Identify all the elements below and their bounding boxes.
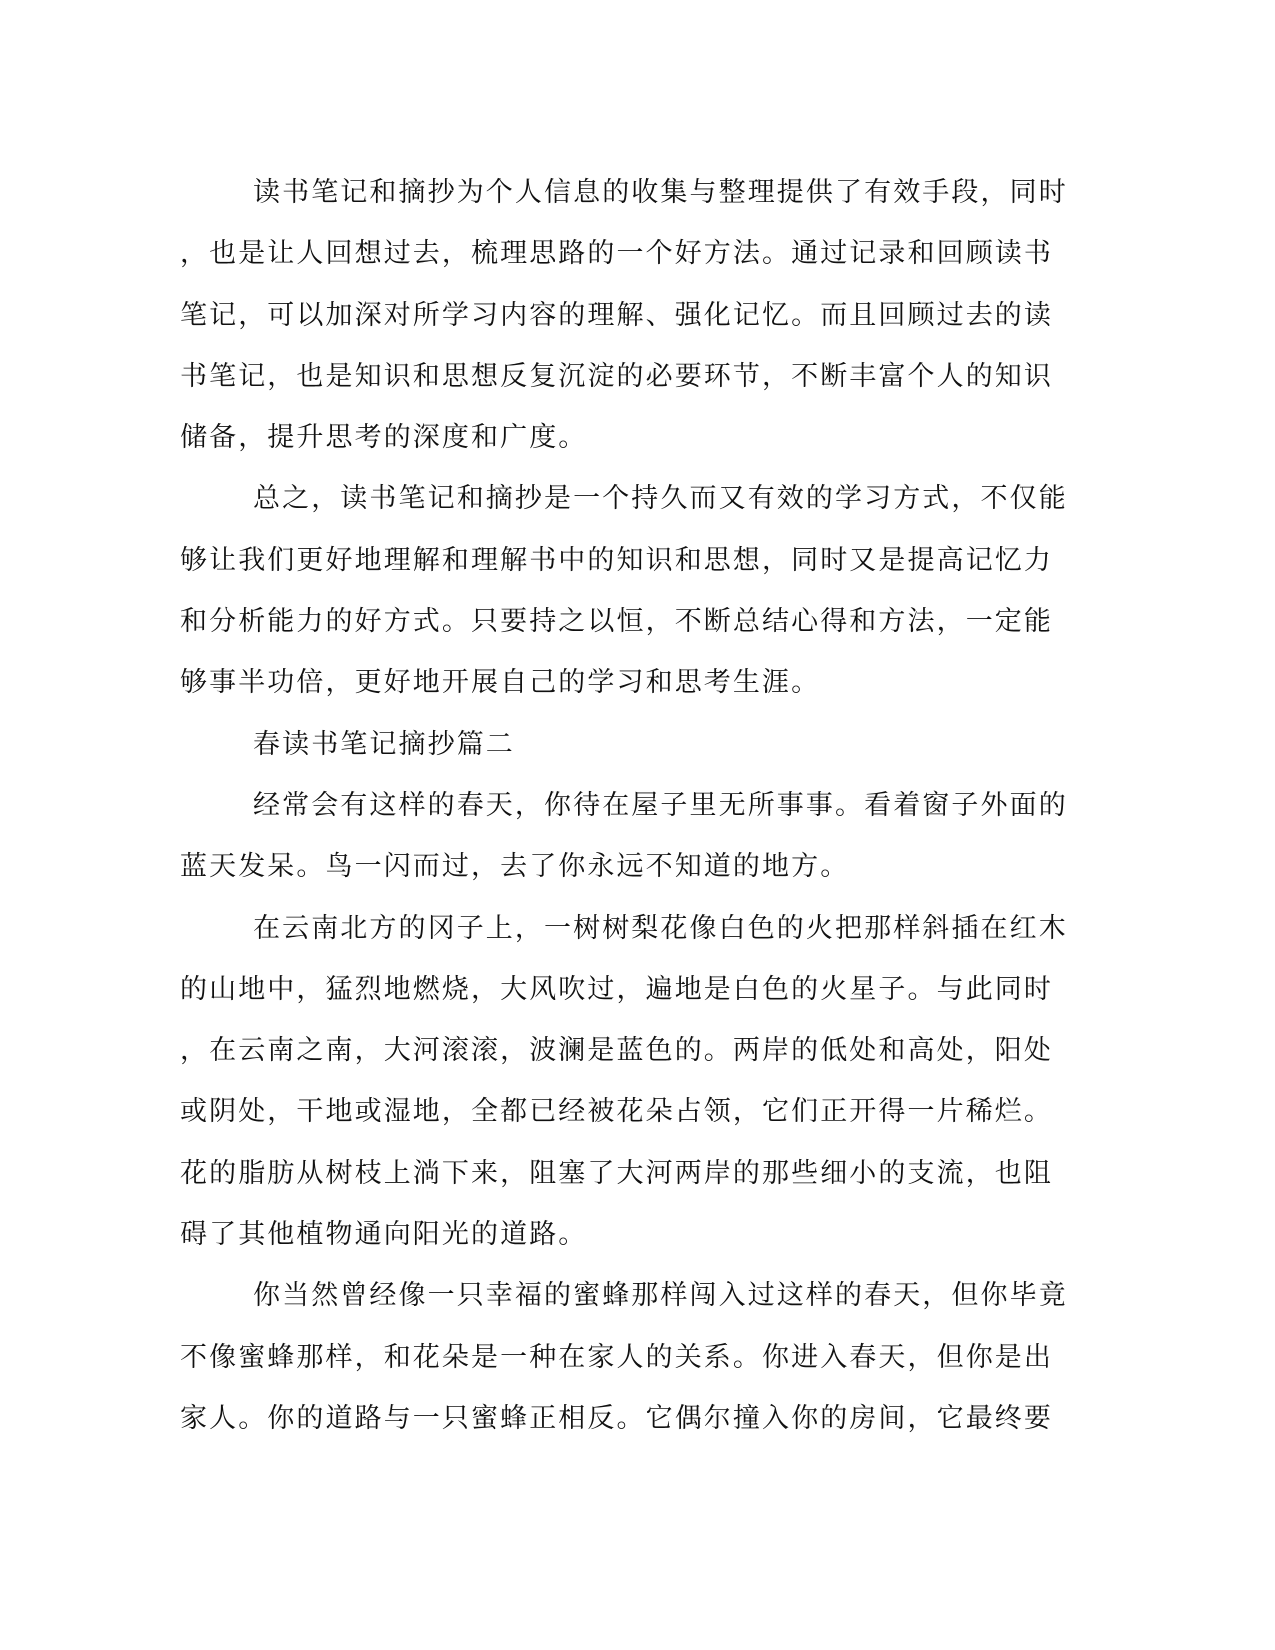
- text-line: 家人。你的道路与一只蜜蜂正相反。它偶尔撞入你的房间，它最终要: [180, 1402, 1053, 1434]
- text-line: 储备，提升思考的深度和广度。: [180, 422, 588, 454]
- document-body: [180, 162, 1068, 1449]
- text-line: 或阴处，干地或湿地，全都已经被花朵占领，它们正开得一片稀烂。: [180, 1096, 1053, 1128]
- text-line: 书笔记，也是知识和思想反复沉淀的必要环节，不断丰富个人的知识: [180, 360, 1053, 392]
- text-line: 读书笔记和摘抄为个人信息的收集与整理提供了有效手段，同时: [253, 177, 1068, 208]
- text-line: ，在云南之南，大河滚滚，波澜是蓝色的。两岸的低处和高处，阳处: [180, 1035, 1053, 1067]
- text-line: 你当然曾经像一只幸福的蜜蜂那样闯入过这样的春天，但你毕竟: [253, 1280, 1068, 1312]
- text-line: 不像蜜蜂那样，和花朵是一种在家人的关系。你进入春天，但你是出: [180, 1341, 1053, 1373]
- text-line: 碍了其他植物通向阳光的道路。: [180, 1219, 588, 1251]
- section-heading: 春读书笔记摘抄篇二: [253, 728, 515, 760]
- text-line: 够让我们更好地理解和理解书中的知识和思想，同时又是提高记忆力: [180, 544, 1053, 576]
- text-line: 花的脂肪从树枝上淌下来，阻塞了大河两岸的那些细小的支流，也阻: [180, 1157, 1053, 1189]
- text-line: ，也是让人回想过去，梳理思路的一个好方法。通过记录和回顾读书: [180, 238, 1053, 270]
- text-line: 和分析能力的好方式。只要持之以恒，不断总结心得和方法，一定能: [180, 606, 1053, 638]
- text-line: 的山地中，猛烈地燃烧，大风吹过，遍地是白色的火星子。与此同时: [180, 973, 1053, 1005]
- text-line: 在云南北方的冈子上，一树树梨花像白色的火把那样斜插在红木: [253, 912, 1068, 944]
- text-line: 够事半功倍，更好地开展自己的学习和思考生涯。: [180, 667, 821, 699]
- text-line: 蓝天发呆。鸟一闪而过，去了你永远不知道的地方。: [180, 851, 850, 883]
- text-line: 总之，读书笔记和摘抄是一个持久而又有效的学习方式，不仅能: [253, 483, 1068, 515]
- text-line: 经常会有这样的春天，你待在屋子里无所事事。看着窗子外面的: [253, 789, 1068, 821]
- text-line: 笔记，可以加深对所学习内容的理解、强化记忆。而且回顾过去的读: [180, 299, 1053, 331]
